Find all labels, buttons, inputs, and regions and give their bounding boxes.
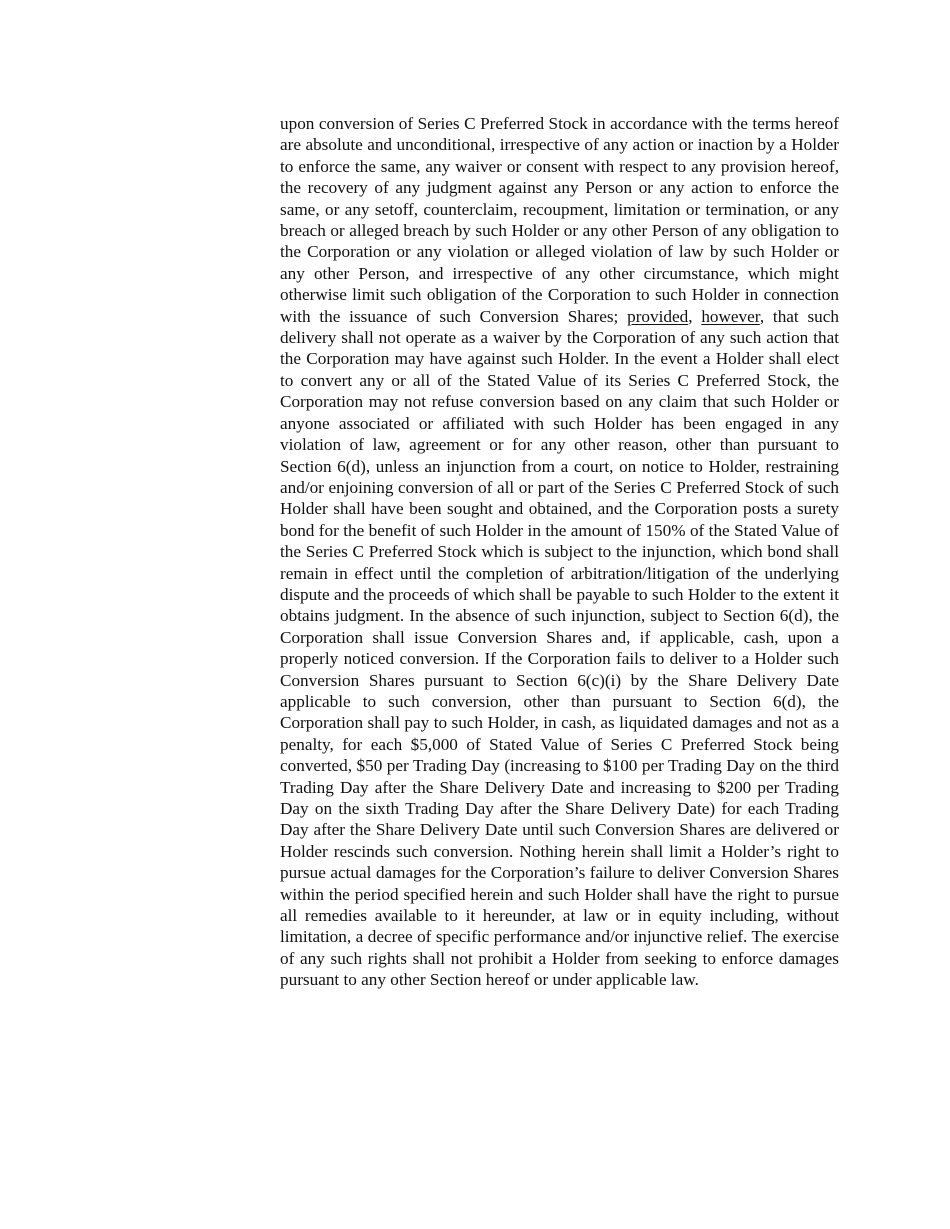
body-paragraph [280, 113, 839, 991]
paragraph-text-part-2: , that such delivery shall not operate as a waiver by the Corporation of any such action that the Corporation may have against such Holder. In the event a Holder shall elect to convert any or all of the Stated Value of its Series C Preferred Stock, the Corporation may not refuse conversion based on any claim that such Holder or anyone associated or affiliated with such Holder has been engaged in any violation of law, agreement or for any other reason, other than pursuant to Section 6(d), unless an injunction from a court, on notice to Holder, restraining and/or enjoining conversion of all or part of the Series C Preferred Stock of such Holder shall have been sought and obtained, and the Corporation posts a surety bond for the benefit of such Holder in the amount of 150% of the Stated Value of the Series C Preferred Stock which is subject to the injunction, which bond shall remain in effect until the completion of arbitration/litigation of the underlying dispute and the proceeds of which shall be payable to such Holder to the extent it obtains judgment. In the absence of such injunction, subject to Section 6(d), the Corporation shall issue Conversion Shares and, if applicable, cash, upon a properly noticed conversion. If the Corporation fails to deliver to a Holder such Conversion Shares pursuant to Section 6(c)(i) by the Share Delivery Date applicable to such conversion, other than pursuant to Section 6(d), the Corporation shall pay to such Holder, in cash, as liquidated damages and not as a penalty, for each $5,000 of Stated Value of Series C Preferred Stock being converted, $50 per Trading Day (increasing to $100 per Trading Day on the third Trading Day after the Share Delivery Date and increasing to $200 per Trading Day on the sixth Trading Day after the Share Delivery Date) for each Trading Day after the Share Delivery Date until such Conversion Shares are delivered or Holder rescinds such conversion. Nothing herein shall limit a Holder’s right to pursue actual damages for the Corporation’s failure to deliver Conversion Shares within the period specified herein and such Holder shall have the right to pursue all remedies available to it hereunder, at law or in equity including, without limitation, a decree of specific performance and/or injunctive relief. The exercise of any such rights shall not prohibit a Holder from seeking to enforce damages pursuant to any other Section hereof or under applicable law. [280, 306, 839, 990]
provided-term: provided [627, 306, 689, 326]
paragraph-comma: , [688, 306, 702, 326]
however-term: however [701, 306, 760, 326]
paragraph-text-part-1: upon conversion of Series C Preferred Stock in accordance with the terms hereof are absolute and unconditional, irrespective of any action or inaction by a Holder to enforce the same, any waiver or consent with respect to any provision hereof, the recovery of any judgment against any Person or any action to enforce the same, or any setoff, counterclaim, recoupment, limitation or termination, or any breach or alleged breach by such Holder or any other Person of any obligation to the Corporation or any violation or alleged violation of law by such Holder or any other Person, and irrespective of any other circumstance, which might otherwise limit such obligation of the Corporation to such Holder in connection with the issuance of such Conversion Shares; [280, 114, 839, 326]
